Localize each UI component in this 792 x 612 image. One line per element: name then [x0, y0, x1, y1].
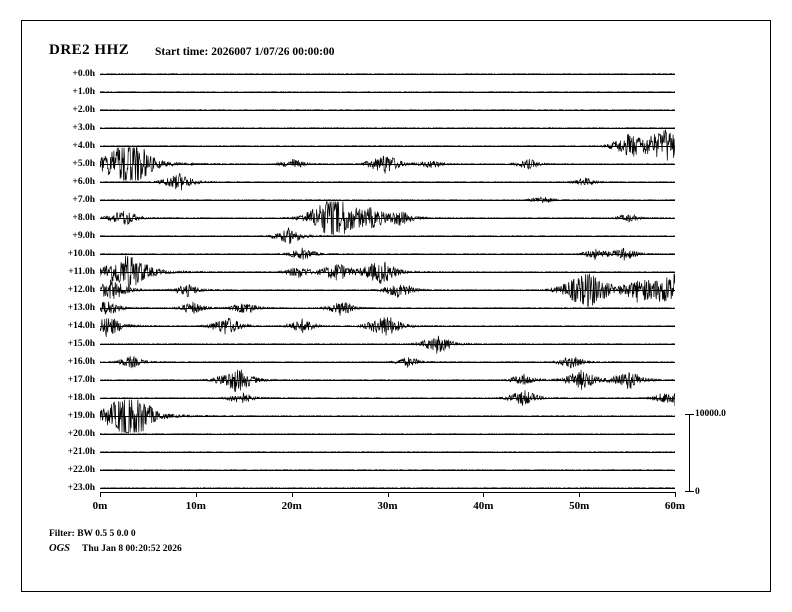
scale-cap-bottom — [685, 491, 694, 492]
trace-baseline — [100, 380, 675, 381]
x-axis-tick — [292, 492, 293, 497]
trace-baseline — [100, 146, 675, 147]
x-axis-label: 20m — [281, 500, 302, 512]
row-time-label: +21.0h — [67, 447, 95, 457]
row-time-label: +6.0h — [72, 177, 95, 187]
x-axis-tick — [483, 492, 484, 497]
trace-baseline — [100, 200, 675, 201]
x-axis-label: 10m — [185, 500, 206, 512]
trace-baseline — [100, 236, 675, 237]
filter-label: Filter: BW 0.5 5 0.0 0 — [49, 529, 136, 539]
trace-baseline — [100, 182, 675, 183]
row-time-label: +16.0h — [67, 357, 95, 367]
trace-baseline — [100, 344, 675, 345]
x-axis-tick — [388, 492, 389, 497]
trace-baseline — [100, 272, 675, 273]
trace-baseline — [100, 416, 675, 417]
scale-max-label: 10000.0 — [695, 409, 726, 419]
row-time-label: +7.0h — [72, 195, 95, 205]
trace-baseline — [100, 452, 675, 453]
trace-baseline — [100, 254, 675, 255]
trace-baseline — [100, 434, 675, 435]
trace-baseline — [100, 326, 675, 327]
x-axis-label: 60m — [664, 500, 686, 512]
row-time-label: +4.0h — [72, 141, 95, 151]
row-time-label: +20.0h — [67, 429, 95, 439]
row-time-label: +2.0h — [72, 105, 95, 115]
organization-label: OGS — [49, 543, 71, 554]
x-axis-tick — [196, 492, 197, 497]
trace-baseline — [100, 488, 675, 489]
trace-baseline — [100, 128, 675, 129]
trace-baseline — [100, 470, 675, 471]
start-time-label: Start time: 2026007 1/07/26 00:00:00 — [155, 46, 335, 58]
row-time-label: +23.0h — [67, 483, 95, 493]
row-time-label: +5.0h — [72, 159, 95, 169]
x-axis-label: 40m — [473, 500, 494, 512]
scale-cap-top — [685, 414, 694, 415]
trace-baseline — [100, 164, 675, 165]
page-title: DRE2 HHZ — [49, 42, 130, 58]
row-time-label: +15.0h — [67, 339, 95, 349]
x-axis-tick — [100, 492, 101, 497]
trace-baseline — [100, 110, 675, 111]
row-time-label: +19.0h — [67, 411, 95, 421]
x-axis-tick — [675, 492, 676, 497]
x-axis-label: 50m — [569, 500, 590, 512]
trace-baseline — [100, 92, 675, 93]
row-time-label: +10.0h — [67, 249, 95, 259]
trace-baseline — [100, 290, 675, 291]
x-axis-label: 0m — [92, 500, 108, 512]
trace-baseline — [100, 218, 675, 219]
x-axis-label: 30m — [377, 500, 398, 512]
row-time-label: +17.0h — [67, 375, 95, 385]
trace-baseline — [100, 74, 675, 75]
amplitude-scale-bar — [689, 414, 690, 492]
row-time-label: +3.0h — [72, 123, 95, 133]
trace-baseline — [100, 398, 675, 399]
row-time-label: +14.0h — [67, 321, 95, 331]
row-time-label: +12.0h — [67, 285, 95, 295]
row-time-label: +13.0h — [67, 303, 95, 313]
row-time-label: +22.0h — [67, 465, 95, 475]
row-time-label: +8.0h — [72, 213, 95, 223]
trace-baseline — [100, 308, 675, 309]
row-time-label: +18.0h — [67, 393, 95, 403]
helicorder-plot-area — [67, 69, 675, 493]
trace-baseline — [100, 362, 675, 363]
generated-timestamp: Thu Jan 8 00:20:52 2026 — [82, 544, 182, 554]
row-time-label: +1.0h — [72, 87, 95, 97]
row-time-label: +9.0h — [72, 231, 95, 241]
row-time-label: +0.0h — [72, 69, 95, 79]
row-time-label: +11.0h — [68, 267, 95, 277]
x-axis-tick — [579, 492, 580, 497]
scale-min-label: 0 — [695, 487, 700, 497]
